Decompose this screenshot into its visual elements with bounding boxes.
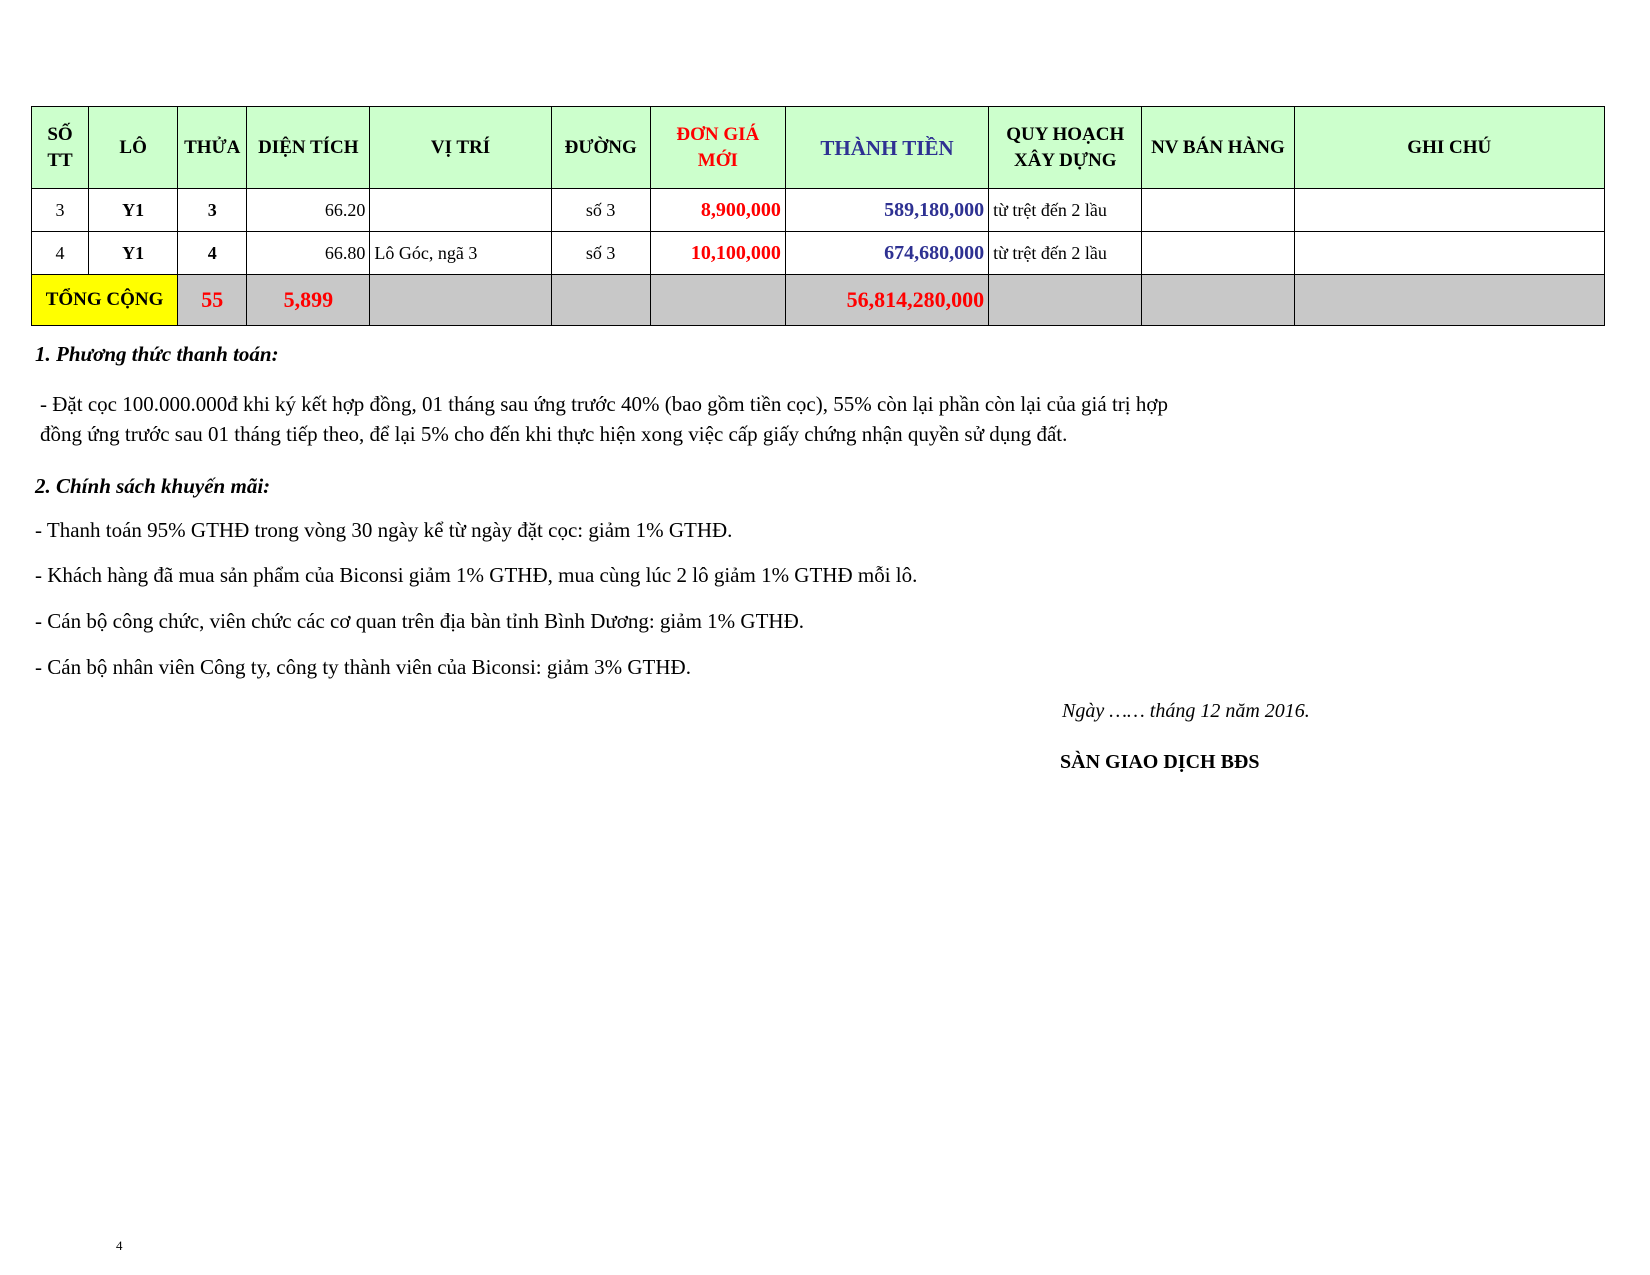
header-so-tt: SỐ TT	[32, 107, 89, 189]
cell-thanh-tien: 589,180,000	[785, 189, 988, 232]
total-dien-tich: 5,899	[247, 275, 370, 326]
header-thanh-tien: THÀNH TIỀN	[785, 107, 988, 189]
payment-line-1: - Đặt cọc 100.000.000đ khi ký kết hợp đồng, 01 tháng sau ứng trước 40% (bao gồm tiền cọc), 55% còn lại phần còn lại của giá trị hợp	[40, 392, 1168, 416]
cell-so-tt: 3	[32, 189, 89, 232]
cell-ghi-chu	[1294, 189, 1604, 232]
total-empty-cell	[1142, 275, 1294, 326]
cell-thua: 4	[178, 232, 247, 275]
cell-quy-hoach: từ trệt đến 2 lầu	[989, 189, 1142, 232]
header-ghi-chu: GHI CHÚ	[1294, 107, 1604, 189]
header-nv-ban-hang: NV BÁN HÀNG	[1142, 107, 1294, 189]
signature-signer: SÀN GIAO DỊCH BĐS	[1060, 751, 1260, 773]
header-vi-tri: VỊ TRÍ	[370, 107, 551, 189]
cell-ghi-chu	[1294, 232, 1604, 275]
total-empty-cell	[650, 275, 785, 326]
cell-quy-hoach: từ trệt đến 2 lầu	[989, 232, 1142, 275]
total-thanh-tien: 56,814,280,000	[785, 275, 988, 326]
cell-thua: 3	[178, 189, 247, 232]
header-don-gia: ĐƠN GIÁ MỚI	[650, 107, 785, 189]
total-empty-cell	[1294, 275, 1604, 326]
cell-vi-tri	[370, 189, 551, 232]
page-number: 4	[116, 1238, 123, 1253]
land-price-table	[31, 106, 1605, 326]
cell-lo: Y1	[89, 189, 178, 232]
header-lo: LÔ	[89, 107, 178, 189]
header-thua: THỬA	[178, 107, 247, 189]
cell-don-gia: 10,100,000	[650, 232, 785, 275]
promotion-heading: 2. Chính sách khuyến mãi:	[35, 474, 271, 498]
cell-nv-ban-hang	[1142, 232, 1294, 275]
payment-line-2: đồng ứng trước sau 01 tháng tiếp theo, để lại 5% cho đến khi thực hiện xong việc cấp giấy chứng nhận quyền sử dụng đất.	[40, 422, 1068, 446]
table-row	[32, 232, 1605, 275]
cell-dien-tich: 66.80	[247, 232, 370, 275]
cell-lo: Y1	[89, 232, 178, 275]
table-header-row	[32, 107, 1605, 189]
table-row	[32, 189, 1605, 232]
total-thua: 55	[178, 275, 247, 326]
header-quy-hoach: QUY HOẠCH XÂY DỰNG	[989, 107, 1142, 189]
total-label: TỔNG CỘNG	[32, 275, 178, 326]
payment-heading: 1. Phương thức thanh toán:	[35, 342, 279, 366]
cell-don-gia: 8,900,000	[650, 189, 785, 232]
promotion-item: - Khách hàng đã mua sản phẩm của Biconsi giảm 1% GTHĐ, mua cùng lúc 2 lô giảm 1% GTHĐ mỗi lô.	[35, 563, 918, 587]
signature-date: Ngày …… tháng 12 năm 2016.	[1062, 700, 1310, 722]
header-duong: ĐƯỜNG	[551, 107, 650, 189]
promotion-item: - Cán bộ nhân viên Công ty, công ty thành viên của Biconsi: giảm 3% GTHĐ.	[35, 655, 691, 679]
total-empty-cell	[989, 275, 1142, 326]
cell-dien-tich: 66.20	[247, 189, 370, 232]
total-empty-cell	[370, 275, 551, 326]
cell-so-tt: 4	[32, 232, 89, 275]
cell-nv-ban-hang	[1142, 189, 1294, 232]
promotion-item: - Thanh toán 95% GTHĐ trong vòng 30 ngày kể từ ngày đặt cọc: giảm 1% GTHĐ.	[35, 518, 733, 542]
promotion-item: - Cán bộ công chức, viên chức các cơ quan trên địa bàn tỉnh Bình Dương: giảm 1% GTHĐ.	[35, 609, 804, 633]
total-empty-cell	[551, 275, 650, 326]
total-row	[32, 275, 1605, 326]
cell-duong: số 3	[551, 189, 650, 232]
cell-duong: số 3	[551, 232, 650, 275]
cell-thanh-tien: 674,680,000	[785, 232, 988, 275]
header-dien-tich: DIỆN TÍCH	[247, 107, 370, 189]
cell-vi-tri: Lô Góc, ngã 3	[370, 232, 551, 275]
